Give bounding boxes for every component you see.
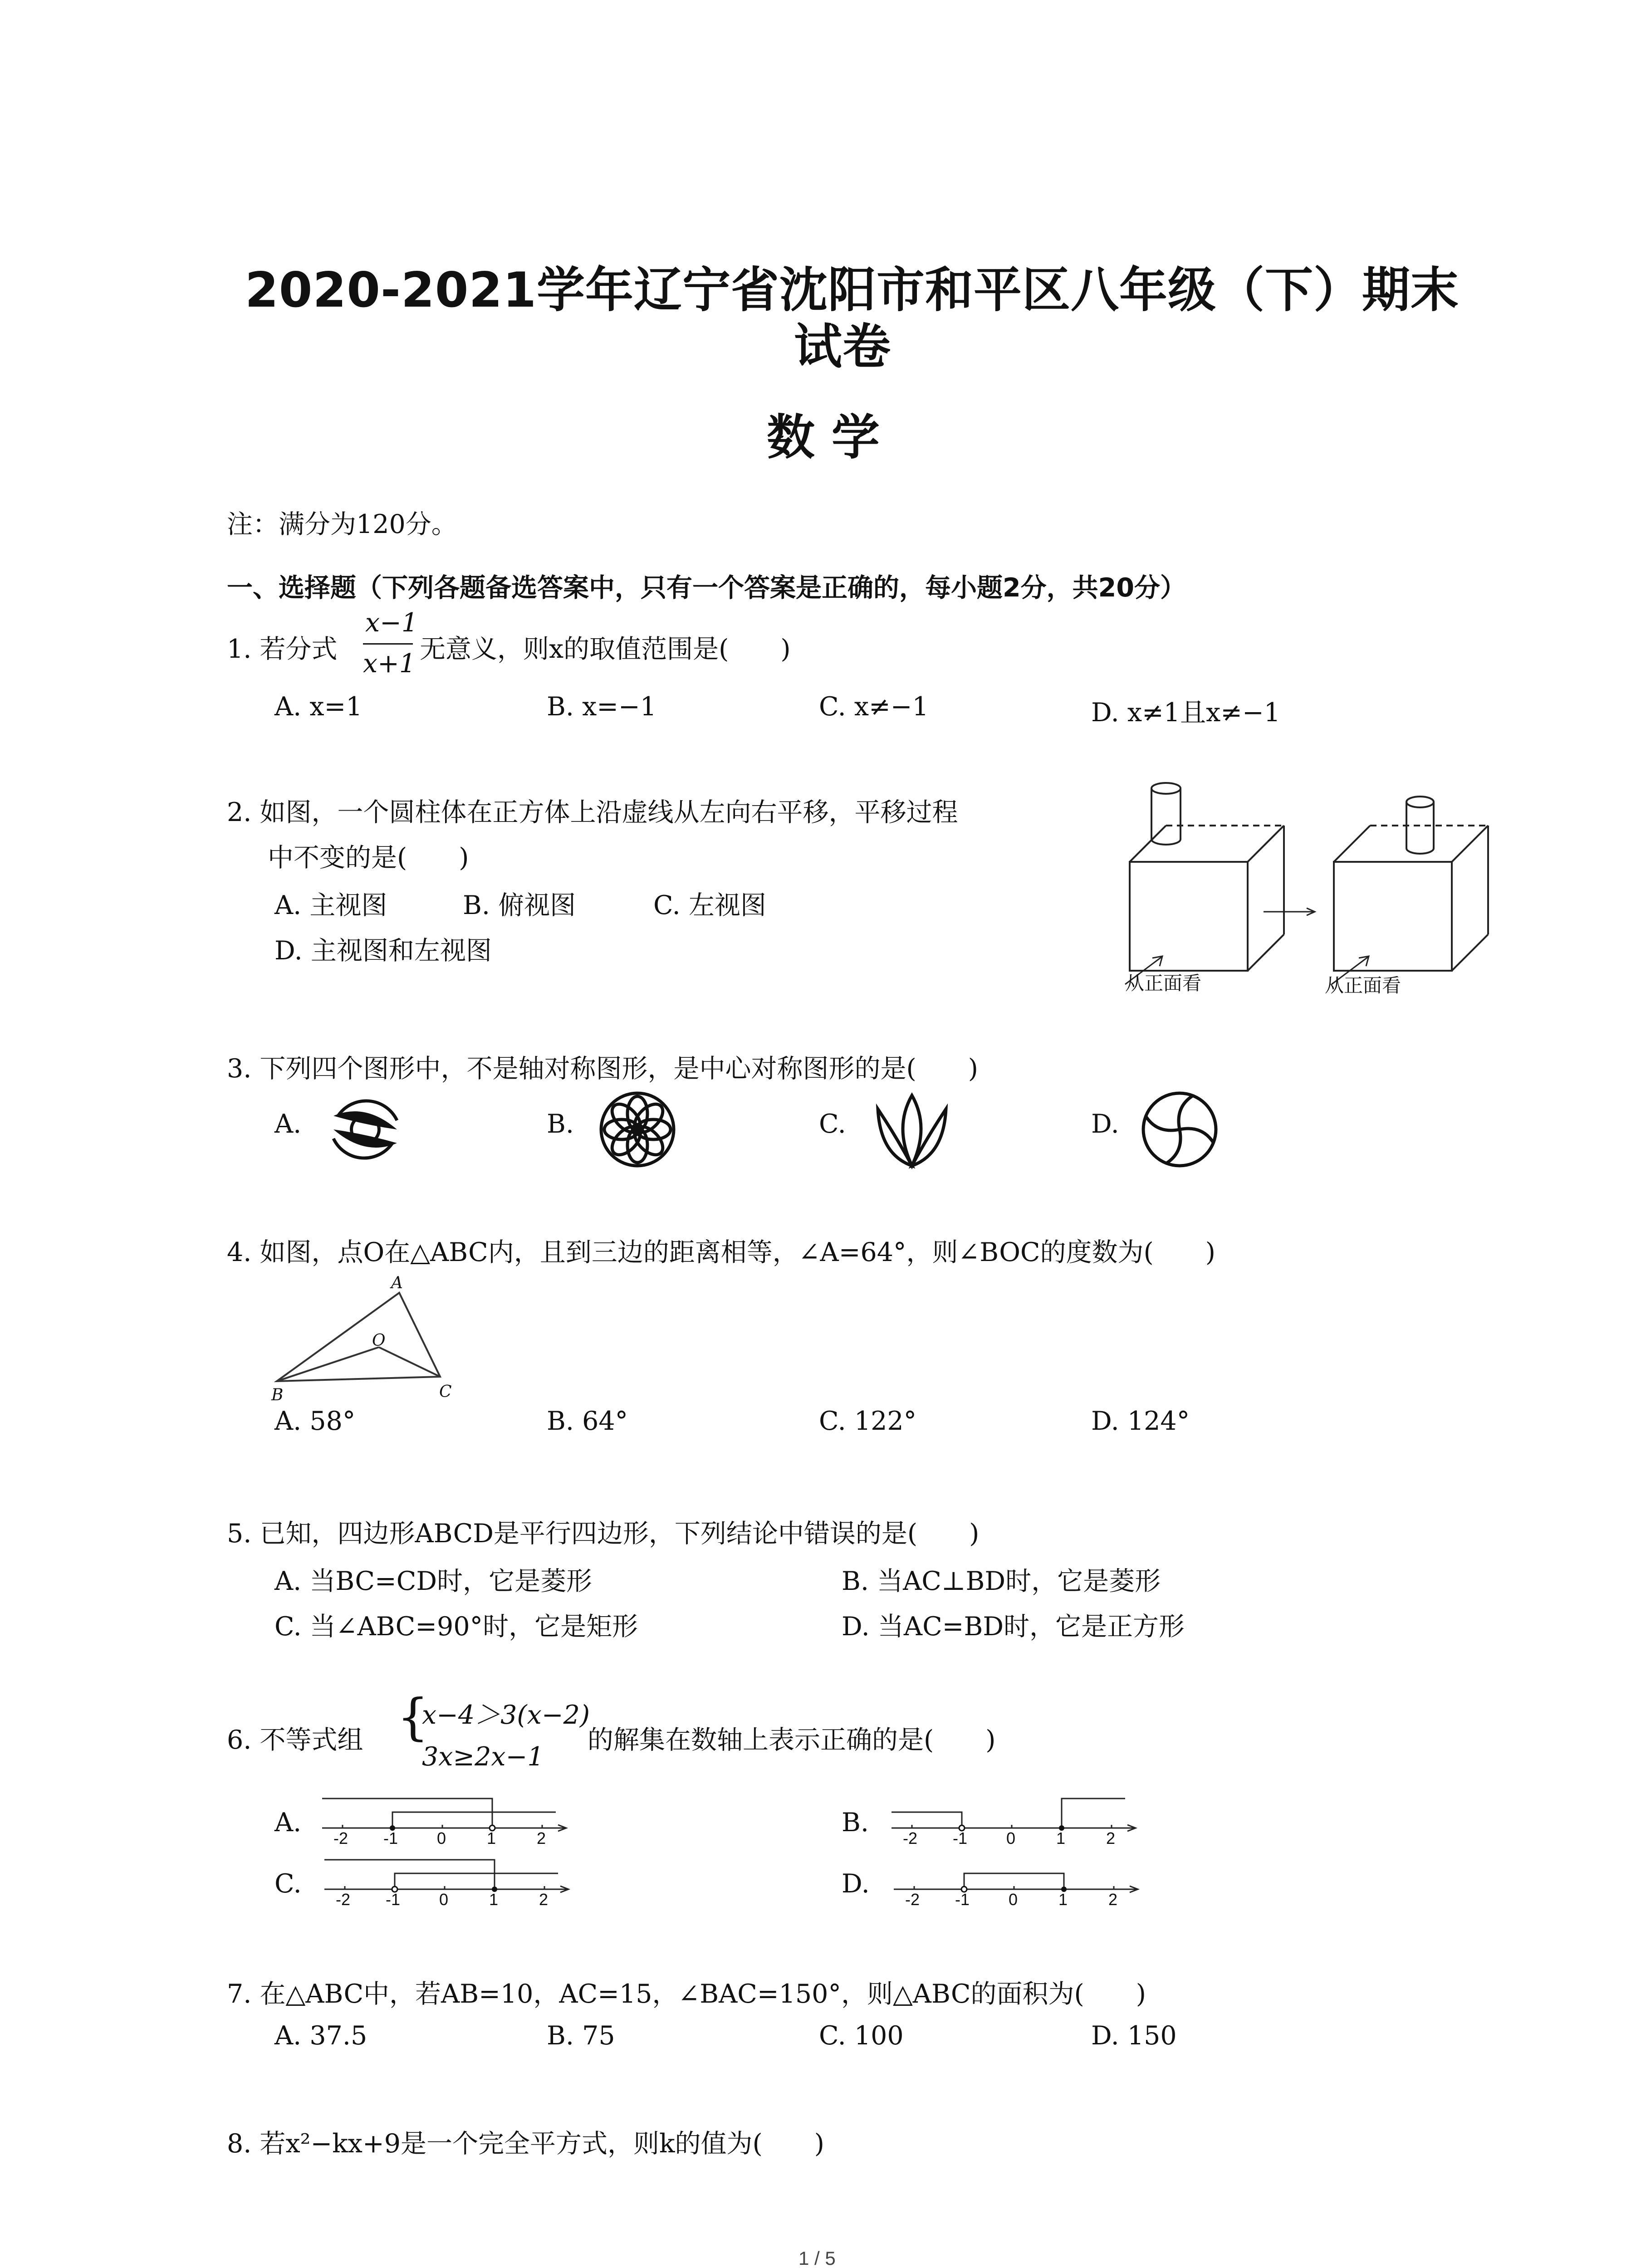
q1-fraction-bar	[363, 643, 413, 645]
q1-fraction-denominator: x+1	[363, 649, 416, 679]
q6d-tick-neg1: -1	[955, 1890, 970, 1909]
q6c-tick-2: 2	[539, 1890, 549, 1909]
q6c-tick-neg1: -1	[386, 1890, 401, 1909]
q6d-tick-neg2: -2	[905, 1890, 920, 1909]
q6b-tick-0: 0	[1006, 1829, 1016, 1848]
q4-option-d: D. 124°	[1091, 1406, 1190, 1436]
q6-suffix: 的解集在数轴上表示正确的是( )	[588, 1725, 996, 1755]
q6b-tick-neg1: -1	[953, 1829, 968, 1848]
q3-label-c: C.	[819, 1109, 846, 1139]
q2-option-a: A. 主视图	[274, 890, 387, 920]
q5-text: 5. 已知，四边形ABCD是平行四边形，下列结论中错误的是( )	[227, 1519, 980, 1549]
q6a-tick-0: 0	[437, 1829, 446, 1848]
q4-text: 4. 如图，点O在△ABC内，且到三边的距离相等，∠A=64°，则∠BOC的度数为( )	[227, 1237, 1216, 1267]
q4-option-b: B. 64°	[547, 1406, 628, 1436]
q2-option-c: C. 左视图	[653, 890, 766, 920]
q8-text: 8. 若x²−kx+9是一个完全平方式，则k的值为( )	[227, 2129, 824, 2159]
q6-inequality-1: x−4＞3(x−2)	[422, 1700, 590, 1730]
q1-option-d: D. x≠1且x≠−1	[1091, 698, 1281, 728]
q4-vertex-b: B	[271, 1386, 284, 1404]
q6a-tick-1: 1	[487, 1829, 496, 1848]
q6d-tick-2: 2	[1108, 1890, 1118, 1909]
q2-fig-label-right: 从正面看	[1325, 975, 1401, 996]
q3-figure-d	[1139, 1089, 1220, 1170]
subject-title: 数 学	[767, 410, 880, 465]
q6-inequality-2: 3x≥2x−1	[422, 1742, 544, 1772]
q4-vertex-c: C	[439, 1383, 452, 1401]
q7-option-a: A. 37.5	[274, 2021, 367, 2051]
q1-prefix: 1. 若分式	[227, 634, 338, 664]
q6b-tick-2: 2	[1106, 1829, 1116, 1848]
q6-number-line-b	[887, 1794, 1141, 1857]
q3-label-b: B.	[547, 1109, 574, 1139]
q6b-tick-1: 1	[1056, 1829, 1066, 1848]
q2-option-d: D. 主视图和左视图	[274, 936, 492, 966]
q6-label-c: C.	[274, 1869, 302, 1899]
q1-option-a: A. x=1	[274, 692, 362, 722]
q3-label-d: D.	[1091, 1109, 1119, 1139]
q4-triangle-figure	[263, 1275, 454, 1402]
q6a-tick-2: 2	[537, 1829, 546, 1848]
q4-point-o: O	[372, 1331, 386, 1350]
q6a-tick-neg1: -1	[383, 1829, 398, 1848]
q2-text-line1: 2. 如图，一个圆柱体在正方体上沿虚线从左向右平移，平移过程	[227, 797, 958, 827]
q1-option-b: B. x=−1	[547, 692, 657, 722]
q2-text-line2: 中不变的是( )	[268, 843, 469, 873]
q6b-tick-neg2: -2	[903, 1829, 918, 1848]
q1-fraction-numerator: x−1	[365, 608, 418, 638]
q3-figure-b	[597, 1089, 678, 1170]
q6c-tick-neg2: -2	[336, 1890, 351, 1909]
q5-option-a: A. 当BC=CD时，它是菱形	[274, 1566, 593, 1596]
q6c-tick-1: 1	[489, 1890, 499, 1909]
q6d-tick-1: 1	[1058, 1890, 1068, 1909]
q6-label-b: B.	[842, 1808, 869, 1838]
q5-option-c: C. 当∠ABC=90°时，它是矩形	[274, 1612, 638, 1642]
q7-option-d: D. 150	[1091, 2021, 1177, 2051]
q7-text: 7. 在△ABC中，若AB=10，AC=15，∠BAC=150°，则△ABC的面积为( )	[227, 1979, 1146, 2009]
q2-option-b: B. 俯视图	[463, 890, 576, 920]
q6d-tick-0: 0	[1009, 1890, 1018, 1909]
q6c-tick-0: 0	[439, 1890, 449, 1909]
page-title-line1: 2020-2021学年辽宁省沈阳市和平区八年级（下）期末	[245, 262, 1460, 318]
q5-option-b: B. 当AC⊥BD时，它是菱形	[842, 1566, 1161, 1596]
q4-option-c: C. 122°	[819, 1406, 917, 1436]
page-number: 1 / 5	[798, 2248, 836, 2268]
q6-brace: {	[397, 1688, 429, 1746]
q3-label-a: A.	[274, 1109, 302, 1139]
q3-figure-c	[871, 1086, 953, 1173]
q4-vertex-a: A	[391, 1274, 403, 1292]
section-heading: 一、选择题（下列各题备选答案中，只有一个答案是正确的，每小题2分，共20分）	[227, 573, 1186, 603]
q6-label-a: A.	[274, 1808, 302, 1838]
q6-prefix: 6. 不等式组	[227, 1725, 363, 1755]
q6-number-line-a	[318, 1794, 572, 1857]
q1-suffix: 无意义，则x的取值范围是( )	[420, 634, 791, 664]
q4-option-a: A. 58°	[274, 1406, 356, 1436]
q6a-tick-neg2: -2	[333, 1829, 348, 1848]
q7-option-c: C. 100	[819, 2021, 904, 2051]
q3-text: 3. 下列四个图形中，不是轴对称图形，是中心对称图形的是( )	[227, 1054, 978, 1084]
q5-option-d: D. 当AC=BD时，它是正方形	[842, 1612, 1185, 1642]
q2-cube-figure	[1107, 771, 1488, 998]
q3-figure-a	[324, 1089, 406, 1170]
page-title-line2: 试卷	[794, 319, 891, 375]
q1-option-c: C. x≠−1	[819, 692, 929, 722]
q6-label-d: D.	[842, 1869, 870, 1899]
q2-fig-label-left: 从正面看	[1125, 973, 1202, 994]
q7-option-b: B. 75	[547, 2021, 615, 2051]
score-note: 注：满分为120分。	[227, 509, 457, 539]
